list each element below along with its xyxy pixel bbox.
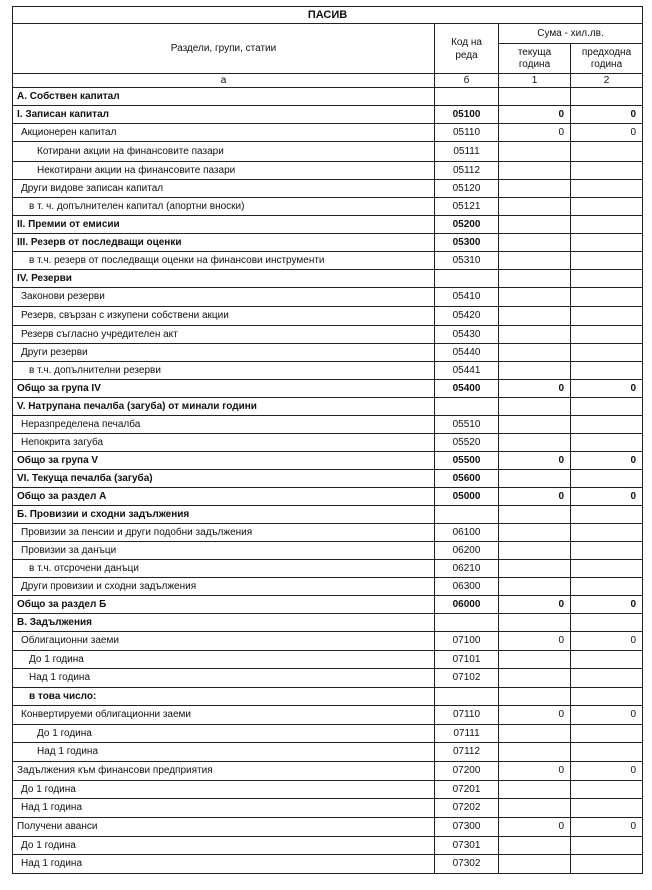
row-code	[435, 688, 499, 706]
row-current-year	[499, 688, 571, 706]
row-current-year	[499, 88, 571, 106]
row-code: 05410	[435, 288, 499, 307]
row-code: 07101	[435, 651, 499, 669]
row-label: Други провизии и сходни задължения	[13, 578, 435, 596]
row-code: 07201	[435, 781, 499, 799]
table-row	[13, 124, 643, 142]
row-previous-year	[571, 344, 643, 362]
row-previous-year	[571, 688, 643, 706]
row-previous-year	[571, 307, 643, 326]
row-current-year	[499, 198, 571, 216]
table-row	[13, 855, 643, 874]
table-row	[13, 162, 643, 180]
row-current-year	[499, 398, 571, 416]
table-row	[13, 198, 643, 216]
table-row	[13, 470, 643, 488]
row-code: 06210	[435, 560, 499, 578]
row-previous-year: 0	[571, 762, 643, 781]
row-label: Други видове записан капитал	[13, 180, 435, 198]
row-previous-year	[571, 470, 643, 488]
row-current-year	[499, 651, 571, 669]
row-label: А. Собствен капитал	[13, 88, 435, 106]
row-previous-year	[571, 560, 643, 578]
row-current-year	[499, 362, 571, 380]
row-label: II. Премии от емисии	[13, 216, 435, 234]
row-label: Резерв, свързан с изкупени собствени акции	[13, 307, 435, 326]
row-code: 05420	[435, 307, 499, 326]
row-current-year	[499, 270, 571, 288]
row-previous-year	[571, 524, 643, 542]
row-previous-year: 0	[571, 124, 643, 142]
row-code: 07100	[435, 632, 499, 651]
table-row	[13, 781, 643, 799]
row-previous-year	[571, 142, 643, 162]
row-current-year	[499, 470, 571, 488]
row-current-year: 0	[499, 706, 571, 725]
table-row	[13, 837, 643, 855]
column-header-code: Код на реда	[435, 24, 499, 74]
table-title: ПАСИВ	[13, 7, 643, 24]
row-label: Общо за раздел А	[13, 488, 435, 506]
row-previous-year	[571, 725, 643, 743]
table-row	[13, 106, 643, 124]
row-label: Акционерен капитал	[13, 124, 435, 142]
row-previous-year: 0	[571, 452, 643, 470]
row-current-year	[499, 307, 571, 326]
row-previous-year	[571, 234, 643, 252]
table-row	[13, 596, 643, 614]
row-current-year	[499, 542, 571, 560]
row-code: 07300	[435, 818, 499, 837]
row-label: Общо за група V	[13, 452, 435, 470]
table-row	[13, 452, 643, 470]
table-row	[13, 488, 643, 506]
row-current-year: 0	[499, 762, 571, 781]
table-row	[13, 669, 643, 688]
row-code: 05440	[435, 344, 499, 362]
table-row	[13, 762, 643, 781]
row-code: 05600	[435, 470, 499, 488]
row-label: Некотирани акции на финансовите пазари	[13, 162, 435, 180]
table-row	[13, 688, 643, 706]
row-code: 07112	[435, 743, 499, 762]
row-current-year	[499, 614, 571, 632]
row-label: В. Задължения	[13, 614, 435, 632]
column-index-2: 2	[571, 74, 643, 88]
row-previous-year: 0	[571, 818, 643, 837]
row-previous-year	[571, 198, 643, 216]
table-row	[13, 506, 643, 524]
row-code: 05100	[435, 106, 499, 124]
row-previous-year	[571, 88, 643, 106]
table-row	[13, 651, 643, 669]
row-label: в т.ч. допълнителни резерви	[13, 362, 435, 380]
row-code: 05441	[435, 362, 499, 380]
row-current-year	[499, 234, 571, 252]
row-code: 05310	[435, 252, 499, 270]
row-code: 07110	[435, 706, 499, 725]
row-previous-year	[571, 162, 643, 180]
row-label: Котирани акции на финансовите пазари	[13, 142, 435, 162]
row-current-year	[499, 216, 571, 234]
row-label: VI. Текуща печалба (загуба)	[13, 470, 435, 488]
row-code: 05121	[435, 198, 499, 216]
row-code: 05430	[435, 326, 499, 344]
table-row	[13, 326, 643, 344]
row-label: Получени аванси	[13, 818, 435, 837]
row-previous-year: 0	[571, 596, 643, 614]
table-row	[13, 344, 643, 362]
row-label: в т. ч. допълнителен капитал (апортни вноски)	[13, 198, 435, 216]
table-row	[13, 180, 643, 198]
row-previous-year	[571, 398, 643, 416]
row-current-year: 0	[499, 380, 571, 398]
row-current-year	[499, 524, 571, 542]
row-code: 05300	[435, 234, 499, 252]
row-code: 07202	[435, 799, 499, 818]
row-code	[435, 88, 499, 106]
row-previous-year	[571, 362, 643, 380]
table-row	[13, 706, 643, 725]
row-label: V. Натрупана печалба (загуба) от минали години	[13, 398, 435, 416]
row-previous-year	[571, 855, 643, 874]
row-label: Над 1 година	[13, 855, 435, 874]
row-current-year	[499, 180, 571, 198]
row-label: До 1 година	[13, 837, 435, 855]
table-row	[13, 380, 643, 398]
row-current-year	[499, 560, 571, 578]
row-previous-year: 0	[571, 488, 643, 506]
row-code: 06200	[435, 542, 499, 560]
row-label: До 1 година	[13, 781, 435, 799]
column-header-sum: Сума - хил.лв.	[499, 24, 643, 44]
column-index-b: б	[435, 74, 499, 88]
table-row	[13, 398, 643, 416]
column-index-a: а	[13, 74, 435, 88]
row-code	[435, 614, 499, 632]
row-previous-year	[571, 578, 643, 596]
table-row	[13, 632, 643, 651]
row-code: 05112	[435, 162, 499, 180]
row-code: 06300	[435, 578, 499, 596]
row-current-year: 0	[499, 632, 571, 651]
row-label: Б. Провизии и сходни задължения	[13, 506, 435, 524]
row-label: Провизии за пенсии и други подобни задължения	[13, 524, 435, 542]
row-previous-year	[571, 270, 643, 288]
table-row	[13, 799, 643, 818]
row-previous-year	[571, 506, 643, 524]
row-code: 05110	[435, 124, 499, 142]
table-row	[13, 416, 643, 434]
row-current-year	[499, 252, 571, 270]
row-code	[435, 398, 499, 416]
row-previous-year	[571, 799, 643, 818]
row-current-year	[499, 288, 571, 307]
row-label: Други резерви	[13, 344, 435, 362]
row-code: 06000	[435, 596, 499, 614]
table-row	[13, 542, 643, 560]
table-row	[13, 307, 643, 326]
row-label: Общо за група IV	[13, 380, 435, 398]
table-row	[13, 434, 643, 452]
row-previous-year	[571, 216, 643, 234]
row-current-year: 0	[499, 124, 571, 142]
row-previous-year: 0	[571, 632, 643, 651]
row-previous-year	[571, 781, 643, 799]
row-previous-year	[571, 180, 643, 198]
row-current-year	[499, 434, 571, 452]
table-row	[13, 252, 643, 270]
liabilities-form	[12, 6, 642, 874]
row-current-year	[499, 743, 571, 762]
row-code	[435, 270, 499, 288]
row-label: Неразпределена печалба	[13, 416, 435, 434]
row-code: 05000	[435, 488, 499, 506]
row-current-year	[499, 506, 571, 524]
row-code: 07102	[435, 669, 499, 688]
row-label: в т.ч. резерв от последващи оценки на финансови инструменти	[13, 252, 435, 270]
row-current-year	[499, 344, 571, 362]
row-previous-year	[571, 252, 643, 270]
row-label: Над 1 година	[13, 743, 435, 762]
row-current-year	[499, 781, 571, 799]
table-row	[13, 725, 643, 743]
table-row	[13, 578, 643, 596]
row-previous-year	[571, 326, 643, 344]
row-previous-year: 0	[571, 706, 643, 725]
column-header-current-year: текуща година	[499, 44, 571, 74]
row-label: в т.ч. отсрочени данъци	[13, 560, 435, 578]
row-current-year	[499, 416, 571, 434]
row-code: 05200	[435, 216, 499, 234]
column-index-1: 1	[499, 74, 571, 88]
row-label: в това число:	[13, 688, 435, 706]
row-code: 07200	[435, 762, 499, 781]
row-code	[435, 506, 499, 524]
row-label: Провизии за данъци	[13, 542, 435, 560]
row-label: Задължения към финансови предприятия	[13, 762, 435, 781]
row-current-year	[499, 162, 571, 180]
row-label: До 1 година	[13, 725, 435, 743]
row-label: Непокрита загуба	[13, 434, 435, 452]
column-header-label: Раздели, групи, статии	[13, 24, 435, 74]
table-row	[13, 216, 643, 234]
table-row	[13, 818, 643, 837]
row-code: 07111	[435, 725, 499, 743]
row-label: Законови резерви	[13, 288, 435, 307]
row-label: III. Резерв от последващи оценки	[13, 234, 435, 252]
row-label: Общо за раздел Б	[13, 596, 435, 614]
row-label: Резерв съгласно учредителен акт	[13, 326, 435, 344]
row-current-year: 0	[499, 452, 571, 470]
row-current-year: 0	[499, 488, 571, 506]
table-row	[13, 142, 643, 162]
row-previous-year	[571, 416, 643, 434]
row-previous-year	[571, 288, 643, 307]
row-current-year: 0	[499, 106, 571, 124]
table-row	[13, 288, 643, 307]
table-row	[13, 234, 643, 252]
row-current-year	[499, 326, 571, 344]
row-label: Облигационни заеми	[13, 632, 435, 651]
row-label: Над 1 година	[13, 669, 435, 688]
row-code: 05111	[435, 142, 499, 162]
table-row	[13, 524, 643, 542]
row-current-year	[499, 855, 571, 874]
row-code: 05510	[435, 416, 499, 434]
row-current-year	[499, 142, 571, 162]
row-current-year: 0	[499, 818, 571, 837]
row-code: 07302	[435, 855, 499, 874]
row-code: 06100	[435, 524, 499, 542]
row-current-year	[499, 725, 571, 743]
row-code: 07301	[435, 837, 499, 855]
row-previous-year	[571, 669, 643, 688]
row-code: 05120	[435, 180, 499, 198]
row-label: Конвертируеми облигационни заеми	[13, 706, 435, 725]
row-label: Над 1 година	[13, 799, 435, 818]
row-previous-year	[571, 614, 643, 632]
row-code: 05500	[435, 452, 499, 470]
row-previous-year	[571, 542, 643, 560]
row-label: I. Записан капитал	[13, 106, 435, 124]
row-previous-year	[571, 651, 643, 669]
table-row	[13, 743, 643, 762]
row-previous-year: 0	[571, 106, 643, 124]
row-previous-year: 0	[571, 380, 643, 398]
row-code: 05520	[435, 434, 499, 452]
row-current-year	[499, 837, 571, 855]
table-row	[13, 362, 643, 380]
row-current-year: 0	[499, 596, 571, 614]
row-current-year	[499, 669, 571, 688]
row-current-year	[499, 578, 571, 596]
table-row	[13, 614, 643, 632]
table-row	[13, 560, 643, 578]
row-label: IV. Резерви	[13, 270, 435, 288]
table-row	[13, 88, 643, 106]
row-previous-year	[571, 837, 643, 855]
row-code: 05400	[435, 380, 499, 398]
row-current-year	[499, 799, 571, 818]
column-header-previous-year: предходна година	[571, 44, 643, 74]
liabilities-table	[12, 6, 643, 874]
table-row	[13, 270, 643, 288]
row-previous-year	[571, 743, 643, 762]
row-previous-year	[571, 434, 643, 452]
row-label: До 1 година	[13, 651, 435, 669]
